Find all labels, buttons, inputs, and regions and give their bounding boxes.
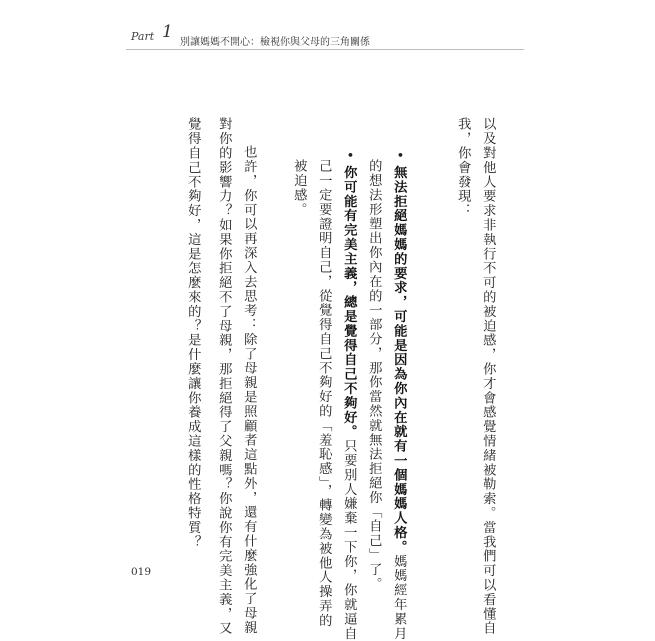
bullet-marker: • bbox=[341, 151, 357, 160]
bold-text-segment: 你可能有完美主義，總是覺得自己不夠好。 bbox=[341, 165, 357, 439]
header-divider bbox=[126, 49, 524, 50]
bullet-column bbox=[342, 151, 355, 641]
text-segment: 被迫感。 bbox=[291, 159, 307, 217]
text-segment: 己一定要證明自己，從覺得自己不夠好的「羞恥感」，轉變為被他人操弄的 bbox=[316, 159, 332, 628]
text-segment: 覺得自己不夠好，這是怎麼來的？是什麼讓你養成這樣的性格特質？ bbox=[185, 117, 201, 549]
text-column bbox=[456, 117, 469, 218]
bullet-marker: • bbox=[391, 151, 407, 160]
text-segment: 媽媽經年累月 bbox=[391, 554, 407, 641]
bold-text-segment: 無法拒絕媽媽的要求，可能是因為你內在就有一個媽媽人格。 bbox=[391, 165, 407, 555]
text-column bbox=[481, 117, 494, 635]
text-segment: 我，你會發現： bbox=[455, 117, 471, 218]
text-segment: 對你的影響力？如果你拒絕不了母親，那拒絕得了父親嗎？你說你有完美主義，又 bbox=[216, 117, 232, 636]
text-segment: 只要別人嫌棄一下你，你就逼自 bbox=[341, 438, 357, 641]
text-segment: 以及對他人要求非執行不可的被迫感，你才會感覺情緒被勒索。當我們可以看懂自 bbox=[480, 117, 496, 636]
page-number: 019 bbox=[131, 566, 152, 578]
text-segment: 的想法形塑出你內在的一部分，那你當然就無法拒絕你「自己」了。 bbox=[366, 159, 382, 591]
header-chapter-title: 別讓媽媽不開心：檢視你與父母的三角關係 bbox=[180, 37, 370, 48]
text-column bbox=[217, 117, 230, 635]
bullet-column bbox=[392, 151, 405, 641]
text-column bbox=[292, 159, 305, 217]
text-column bbox=[186, 117, 199, 549]
text-column bbox=[367, 159, 380, 591]
text-column bbox=[317, 159, 330, 628]
header-part-label: Part bbox=[131, 30, 155, 43]
text-segment: 也許，你可以再深入去思考：除了母親是照顧者這點外，還有什麼強化了母親 bbox=[241, 145, 257, 635]
header-part-number: 1 bbox=[162, 22, 173, 42]
text-column bbox=[242, 145, 255, 635]
